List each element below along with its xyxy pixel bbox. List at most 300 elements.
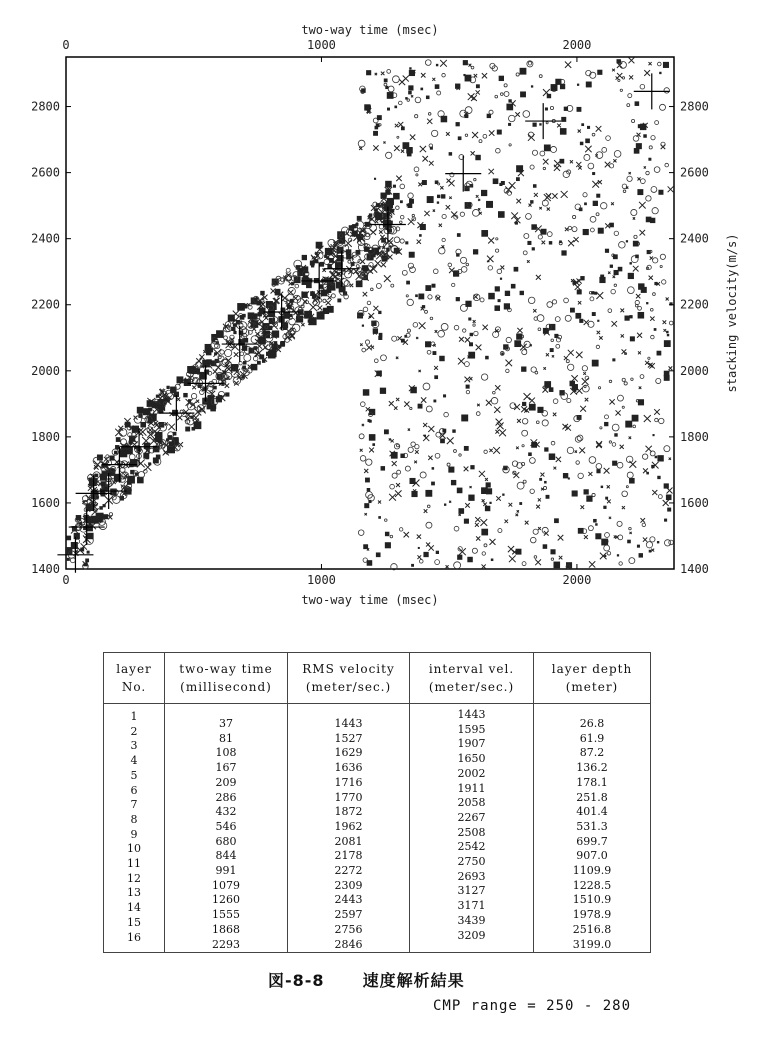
semblance-point xyxy=(420,88,423,91)
semblance-point xyxy=(243,361,247,365)
rms-velocity-cell: 2597 xyxy=(334,908,363,922)
layer-no-cell: 1 xyxy=(130,710,138,723)
semblance-point xyxy=(655,121,659,125)
semblance-point xyxy=(657,62,661,66)
semblance-point xyxy=(543,159,549,165)
semblance-point xyxy=(524,393,531,400)
semblance-point xyxy=(633,425,636,428)
semblance-point xyxy=(412,214,414,216)
semblance-point xyxy=(580,406,586,412)
y-tick-label-right: 2600 xyxy=(680,165,709,180)
semblance-point xyxy=(504,91,509,96)
semblance-point xyxy=(390,484,395,489)
semblance-point xyxy=(605,249,609,253)
semblance-point xyxy=(489,110,493,114)
semblance-point xyxy=(561,191,568,198)
semblance-point xyxy=(542,200,548,206)
semblance-point xyxy=(116,437,121,442)
semblance-point xyxy=(441,194,445,198)
semblance-point xyxy=(488,293,495,300)
two-way-time-cell: 1260 xyxy=(212,893,240,907)
semblance-point xyxy=(595,523,597,525)
semblance-point xyxy=(558,535,564,541)
semblance-point xyxy=(578,129,581,132)
semblance-point xyxy=(614,284,616,286)
semblance-point xyxy=(544,481,547,484)
semblance-point xyxy=(537,315,544,322)
semblance-point xyxy=(639,553,643,557)
semblance-point xyxy=(633,136,639,142)
semblance-point xyxy=(359,147,362,150)
plot-frame xyxy=(66,57,674,569)
semblance-point xyxy=(614,151,621,158)
semblance-point xyxy=(646,446,652,452)
semblance-point xyxy=(574,237,579,242)
semblance-point xyxy=(409,70,415,76)
semblance-point xyxy=(527,260,530,263)
semblance-point xyxy=(446,132,450,136)
semblance-point xyxy=(538,235,542,239)
semblance-point xyxy=(594,292,597,295)
semblance-point xyxy=(637,177,640,180)
semblance-point xyxy=(424,211,429,216)
semblance-point xyxy=(486,201,493,208)
semblance-point xyxy=(158,440,161,443)
semblance-point xyxy=(617,521,622,526)
table-header-row xyxy=(104,653,651,704)
semblance-point xyxy=(365,513,367,515)
header-interval-vel: interval vel. (meter/sec.) xyxy=(410,653,534,704)
semblance-point xyxy=(240,352,244,356)
semblance-point xyxy=(463,60,468,65)
semblance-point xyxy=(383,220,391,228)
semblance-point xyxy=(524,233,529,238)
semblance-point xyxy=(378,501,381,504)
rms-velocity-cell: 1629 xyxy=(334,746,363,760)
semblance-point xyxy=(95,474,99,478)
semblance-point xyxy=(638,312,645,319)
semblance-point xyxy=(428,456,432,460)
semblance-point xyxy=(379,225,383,229)
semblance-point xyxy=(355,223,358,226)
semblance-point xyxy=(504,303,510,309)
semblance-point xyxy=(408,218,415,225)
semblance-point xyxy=(502,494,504,496)
semblance-point xyxy=(522,402,526,406)
semblance-point xyxy=(364,247,369,252)
semblance-point xyxy=(601,203,607,209)
semblance-point xyxy=(547,302,553,308)
semblance-point xyxy=(522,445,524,447)
semblance-point xyxy=(401,150,404,153)
semblance-point xyxy=(165,422,168,425)
semblance-point xyxy=(536,421,539,424)
semblance-point xyxy=(577,289,582,294)
semblance-point xyxy=(485,478,488,481)
semblance-point xyxy=(601,486,603,488)
semblance-point xyxy=(251,364,257,370)
semblance-point xyxy=(623,190,626,193)
semblance-point xyxy=(367,488,371,492)
semblance-point xyxy=(377,115,382,120)
semblance-point xyxy=(457,555,462,560)
layer-depth-cell: 87.2 xyxy=(579,746,605,760)
semblance-point xyxy=(517,482,524,489)
semblance-point xyxy=(392,473,397,478)
semblance-point xyxy=(287,304,292,309)
semblance-point xyxy=(622,77,624,79)
semblance-point xyxy=(604,468,610,474)
semblance-point xyxy=(551,441,555,445)
semblance-point xyxy=(140,422,146,428)
interval-vel-cell: 2750 xyxy=(457,855,486,869)
semblance-point xyxy=(618,79,620,81)
velocity-pick-marker xyxy=(445,156,481,192)
semblance-point xyxy=(612,461,617,466)
semblance-point xyxy=(365,340,369,344)
semblance-point xyxy=(407,152,412,157)
semblance-point xyxy=(539,478,542,481)
two-way-time-cell: 286 xyxy=(215,790,237,804)
semblance-point xyxy=(489,502,491,504)
semblance-point xyxy=(414,167,419,172)
semblance-point xyxy=(579,447,585,453)
semblance-point xyxy=(554,165,560,171)
semblance-point xyxy=(295,284,299,288)
semblance-point xyxy=(596,292,603,299)
semblance-point xyxy=(183,393,187,397)
semblance-point xyxy=(440,60,447,67)
semblance-point xyxy=(616,410,621,415)
semblance-point xyxy=(405,466,410,471)
semblance-point xyxy=(516,514,519,517)
semblance-point xyxy=(544,381,551,388)
semblance-point xyxy=(432,78,435,81)
interval-vel-cell: 2002 xyxy=(457,766,486,780)
semblance-point xyxy=(423,423,427,427)
semblance-point xyxy=(437,195,440,198)
semblance-point xyxy=(539,207,541,209)
semblance-point xyxy=(597,320,599,322)
semblance-point xyxy=(400,239,404,243)
semblance-point xyxy=(373,131,378,136)
semblance-point xyxy=(367,560,373,566)
semblance-point xyxy=(381,262,386,267)
semblance-point xyxy=(516,165,523,172)
semblance-point xyxy=(522,430,528,436)
semblance-point xyxy=(553,467,556,470)
semblance-point xyxy=(614,231,618,235)
semblance-point xyxy=(472,132,478,138)
semblance-point xyxy=(437,201,439,203)
semblance-point xyxy=(494,407,500,413)
semblance-point xyxy=(568,240,574,246)
semblance-point xyxy=(415,294,418,297)
semblance-point xyxy=(393,185,396,188)
semblance-point xyxy=(646,302,648,304)
semblance-point xyxy=(402,270,407,275)
semblance-point xyxy=(619,562,622,565)
semblance-point xyxy=(529,398,535,404)
rms-velocity-cell: 1716 xyxy=(334,775,363,789)
semblance-point xyxy=(660,254,665,259)
semblance-point xyxy=(655,418,658,421)
semblance-point xyxy=(432,351,436,355)
rms-velocity-cell: 1962 xyxy=(334,819,363,833)
layer-depth-cell: 401.4 xyxy=(576,805,608,819)
semblance-point xyxy=(251,336,258,343)
semblance-point xyxy=(632,119,635,122)
semblance-point xyxy=(530,537,536,543)
semblance-point xyxy=(418,547,420,549)
semblance-point xyxy=(489,449,492,452)
semblance-point xyxy=(649,550,652,553)
semblance-point xyxy=(386,248,390,252)
semblance-point xyxy=(269,349,277,357)
semblance-point xyxy=(476,344,482,350)
semblance-point xyxy=(614,433,617,436)
semblance-point xyxy=(474,178,476,180)
semblance-point xyxy=(596,463,602,469)
semblance-point xyxy=(485,506,490,511)
semblance-point xyxy=(592,360,599,367)
semblance-point xyxy=(626,240,628,242)
semblance-point xyxy=(480,519,487,526)
semblance-point xyxy=(629,527,632,530)
semblance-point xyxy=(381,355,387,361)
semblance-point xyxy=(516,447,519,450)
semblance-point xyxy=(528,62,531,65)
semblance-point xyxy=(243,338,248,343)
semblance-point xyxy=(552,193,557,198)
semblance-point xyxy=(640,179,645,184)
semblance-point xyxy=(580,142,584,146)
semblance-point xyxy=(572,384,578,390)
semblance-point xyxy=(411,491,417,497)
semblance-point xyxy=(446,205,450,209)
semblance-point xyxy=(371,346,374,349)
semblance-point xyxy=(407,203,412,208)
semblance-point xyxy=(636,294,640,298)
semblance-point xyxy=(442,214,446,218)
semblance-point xyxy=(550,146,556,152)
semblance-point xyxy=(306,282,310,286)
header-layer-no: layer No. xyxy=(104,653,165,704)
semblance-point xyxy=(473,320,476,323)
semblance-point xyxy=(651,187,657,193)
semblance-point xyxy=(384,275,391,282)
semblance-point xyxy=(629,436,632,439)
semblance-point xyxy=(258,312,262,316)
layer-no-cell: 3 xyxy=(130,739,138,753)
semblance-point xyxy=(364,469,368,473)
semblance-point xyxy=(346,249,352,255)
semblance-point xyxy=(551,84,558,91)
semblance-point xyxy=(240,315,245,320)
semblance-point xyxy=(532,123,536,127)
semblance-point xyxy=(604,415,608,419)
semblance-point xyxy=(257,361,261,365)
semblance-point xyxy=(481,190,487,196)
semblance-point xyxy=(559,556,563,560)
semblance-point xyxy=(556,457,561,462)
semblance-point xyxy=(425,285,431,291)
semblance-point xyxy=(551,339,554,342)
semblance-point xyxy=(418,404,423,409)
semblance-point xyxy=(568,350,574,356)
semblance-point xyxy=(457,233,461,237)
semblance-point xyxy=(607,485,610,488)
semblance-point xyxy=(611,202,614,205)
semblance-point xyxy=(404,532,409,537)
semblance-point xyxy=(667,488,673,494)
semblance-point xyxy=(642,523,645,526)
semblance-point xyxy=(606,136,611,141)
semblance-point xyxy=(435,560,440,565)
semblance-point xyxy=(498,528,502,532)
semblance-point xyxy=(650,308,653,311)
axis-ticks xyxy=(31,38,709,587)
semblance-point xyxy=(530,165,534,169)
semblance-point xyxy=(578,528,584,534)
semblance-point xyxy=(396,483,400,487)
semblance-point xyxy=(370,225,377,232)
semblance-point xyxy=(177,397,181,401)
semblance-point xyxy=(231,364,239,372)
semblance-point xyxy=(437,91,441,95)
y-tick-label-right: 2200 xyxy=(680,297,709,312)
semblance-point xyxy=(386,152,392,158)
semblance-point xyxy=(449,501,451,503)
semblance-point xyxy=(487,256,494,263)
semblance-point xyxy=(517,419,521,423)
rms-velocity-cell: 2309 xyxy=(334,878,363,892)
semblance-point xyxy=(373,145,378,150)
semblance-point xyxy=(636,143,642,149)
rms-velocity-cell: 2756 xyxy=(334,922,363,936)
semblance-point xyxy=(427,119,432,124)
layer-depth-cell: 1109.9 xyxy=(572,864,612,878)
semblance-point xyxy=(481,487,488,494)
semblance-point xyxy=(582,366,587,371)
semblance-point xyxy=(387,70,391,74)
semblance-point xyxy=(376,283,381,288)
semblance-point xyxy=(345,271,352,278)
semblance-point xyxy=(581,123,584,126)
semblance-point xyxy=(563,473,568,478)
semblance-point xyxy=(621,334,624,337)
semblance-point xyxy=(372,443,375,446)
semblance-point xyxy=(366,70,371,75)
semblance-point xyxy=(439,224,442,227)
semblance-point xyxy=(368,500,371,503)
semblance-point xyxy=(404,402,409,407)
interval-vel-cell: 1907 xyxy=(457,737,486,751)
semblance-point xyxy=(646,472,649,475)
semblance-point xyxy=(444,504,446,506)
semblance-point xyxy=(585,146,591,152)
x-tick-label-top: 2000 xyxy=(562,38,592,52)
semblance-point xyxy=(435,453,440,458)
interval-vel-cell: 3209 xyxy=(457,928,486,942)
semblance-point xyxy=(442,73,445,76)
semblance-point xyxy=(624,316,629,321)
header-layer-depth: layer depth (meter) xyxy=(534,653,651,704)
semblance-point xyxy=(530,458,536,464)
semblance-point xyxy=(459,514,461,516)
semblance-point xyxy=(666,298,669,301)
semblance-point xyxy=(408,193,413,198)
semblance-point xyxy=(399,528,402,531)
semblance-point xyxy=(584,202,587,205)
semblance-point xyxy=(114,451,118,455)
semblance-point xyxy=(429,161,434,166)
semblance-point xyxy=(539,123,541,125)
semblance-point xyxy=(409,199,414,204)
interval-vel-cell: 3171 xyxy=(457,899,486,913)
semblance-point xyxy=(470,333,473,336)
semblance-point xyxy=(557,124,561,128)
semblance-point xyxy=(575,204,581,210)
semblance-point xyxy=(560,84,565,89)
semblance-point xyxy=(375,220,379,224)
semblance-point xyxy=(564,298,569,303)
semblance-point xyxy=(640,124,646,130)
semblance-point xyxy=(231,327,235,331)
semblance-point xyxy=(416,174,418,176)
semblance-point xyxy=(611,321,617,327)
semblance-point xyxy=(478,208,480,210)
semblance-point xyxy=(387,108,390,111)
semblance-point xyxy=(213,369,217,373)
semblance-point xyxy=(641,287,647,293)
semblance-point xyxy=(575,451,577,453)
semblance-point xyxy=(123,445,129,451)
semblance-point xyxy=(427,350,431,354)
semblance-point xyxy=(663,62,669,68)
semblance-point xyxy=(544,145,551,152)
semblance-point xyxy=(454,450,457,453)
semblance-point xyxy=(520,291,524,295)
semblance-point xyxy=(578,301,581,304)
semblance-point xyxy=(436,551,439,554)
semblance-point xyxy=(543,328,549,334)
semblance-point xyxy=(643,537,647,541)
semblance-point xyxy=(378,516,381,519)
semblance-point xyxy=(532,150,537,155)
semblance-point xyxy=(474,295,478,299)
semblance-point xyxy=(484,544,487,547)
semblance-point xyxy=(475,155,480,160)
semblance-point xyxy=(396,206,400,210)
semblance-point xyxy=(506,369,509,372)
semblance-point xyxy=(350,284,354,288)
semblance-point xyxy=(488,266,492,270)
semblance-point xyxy=(609,164,613,168)
semblance-point xyxy=(644,70,650,76)
semblance-point xyxy=(316,242,323,249)
semblance-point xyxy=(549,453,555,459)
semblance-point xyxy=(378,246,381,249)
semblance-point xyxy=(663,320,667,324)
semblance-point xyxy=(66,536,71,541)
semblance-point xyxy=(617,462,623,468)
y-tick-label-right: 2400 xyxy=(680,231,709,246)
semblance-point xyxy=(452,283,455,286)
semblance-point xyxy=(337,298,341,302)
semblance-point xyxy=(624,382,627,385)
semblance-point xyxy=(283,312,290,319)
